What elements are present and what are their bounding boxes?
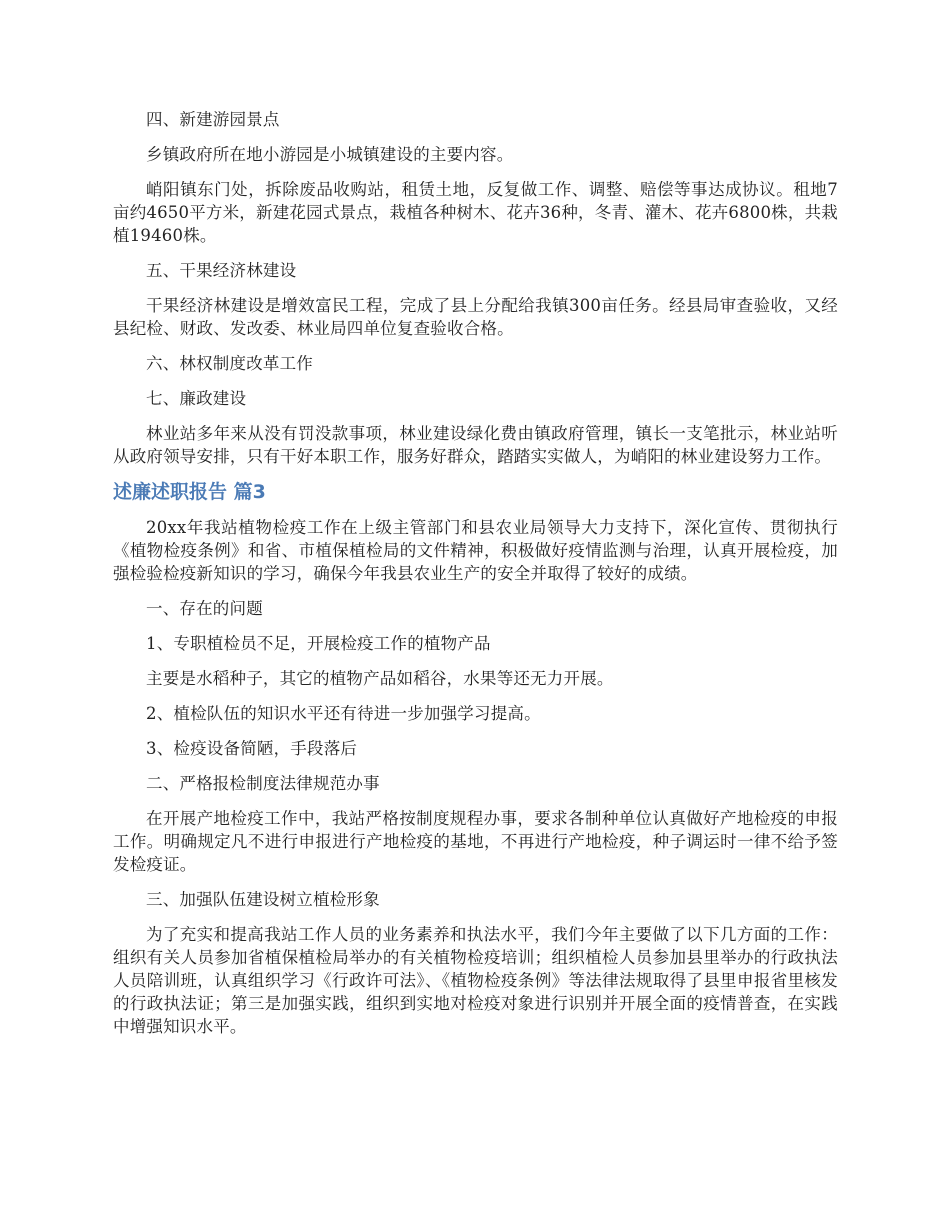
paragraph: 乡镇政府所在地小游园是小城镇建设的主要内容。 [146, 145, 514, 164]
paragraph: 林业站多年来从没有罚没款事项，林业建设绿化费由镇政府管理，镇长一支笔批示，林业站听从政府领导安排，只有干好本职工作，服务好群众，踏踏实实做人，为峭阳的林业建设努力工作。 [113, 424, 838, 466]
paragraph: 主要是水稻种子，其它的植物产品如稻谷，水果等还无力开展。 [146, 669, 614, 688]
section-heading-2: 二、严格报检制度法律规范办事 [146, 774, 380, 793]
paragraph: 峭阳镇东门处，拆除废品收购站，租赁土地，反复做工作、调整、赔偿等事达成协议。租地7亩约4650平方米，新建花园式景点，栽植各种树木、花卉36种，冬青、灌木、花卉6800株，共栽植19460株。 [113, 180, 838, 245]
paragraph: 在开展产地检疫工作中，我站严格按制度规程办事，要求各制种单位认真做好产地检疫的申报工作。明确规定凡不进行申报进行产地检疫的基地，不再进行产地检疫，种子调运时一律不给予签发检疫证。 [113, 809, 838, 874]
section-heading-4: 四、新建游园景点 [146, 110, 280, 129]
section-heading-5: 五、干果经济林建设 [146, 261, 297, 280]
section-heading-3: 三、加强队伍建设树立植检形象 [146, 890, 380, 909]
section-heading-1: 一、存在的问题 [146, 599, 263, 618]
paragraph: 20xx年我站植物检疫工作在上级主管部门和县农业局领导大力支持下，深化宣传、贯彻执行《植物检疫条例》和省、市植保植检局的文件精神，积极做好疫情监测与治理，认真开展检疫，加强检验检疫新知识的学习，确保今年我县农业生产的安全并取得了较好的成绩。 [113, 518, 838, 583]
section-heading-7: 七、廉政建设 [146, 389, 247, 408]
paragraph: 为了充实和提高我站工作人员的业务素养和执法水平，我们今年主要做了以下几方面的工作：组织有关人员参加省植保植检局举办的有关植物检疫培训；组织植检人员参加县里举办的行政执法人员陪训班，认真组织学习《行政许可法》、《植物检疫条例》等法律法规取得了县里申报省里核发的行政执法证；第三是加强实践，组织到实地对检疫对象进行识别并开展全面的疫情普查，在实践中增强知识水平。 [113, 925, 838, 1036]
list-item: 3、检疫设备简陋，手段落后 [146, 739, 358, 758]
section-heading-6: 六、林权制度改革工作 [146, 354, 313, 373]
paragraph: 干果经济林建设是增效富民工程，完成了县上分配给我镇300亩任务。经县局审查验收，又经县纪检、财政、发改委、林业局四单位复查验收合格。 [113, 296, 838, 338]
report-title: 述廉述职报告 篇3 [113, 481, 266, 503]
list-item: 1、专职植检员不足，开展检疫工作的植物产品 [146, 634, 491, 653]
list-item: 2、植检队伍的知识水平还有待进一步加强学习提高。 [146, 704, 541, 723]
document-page [113, 108, 838, 1050]
